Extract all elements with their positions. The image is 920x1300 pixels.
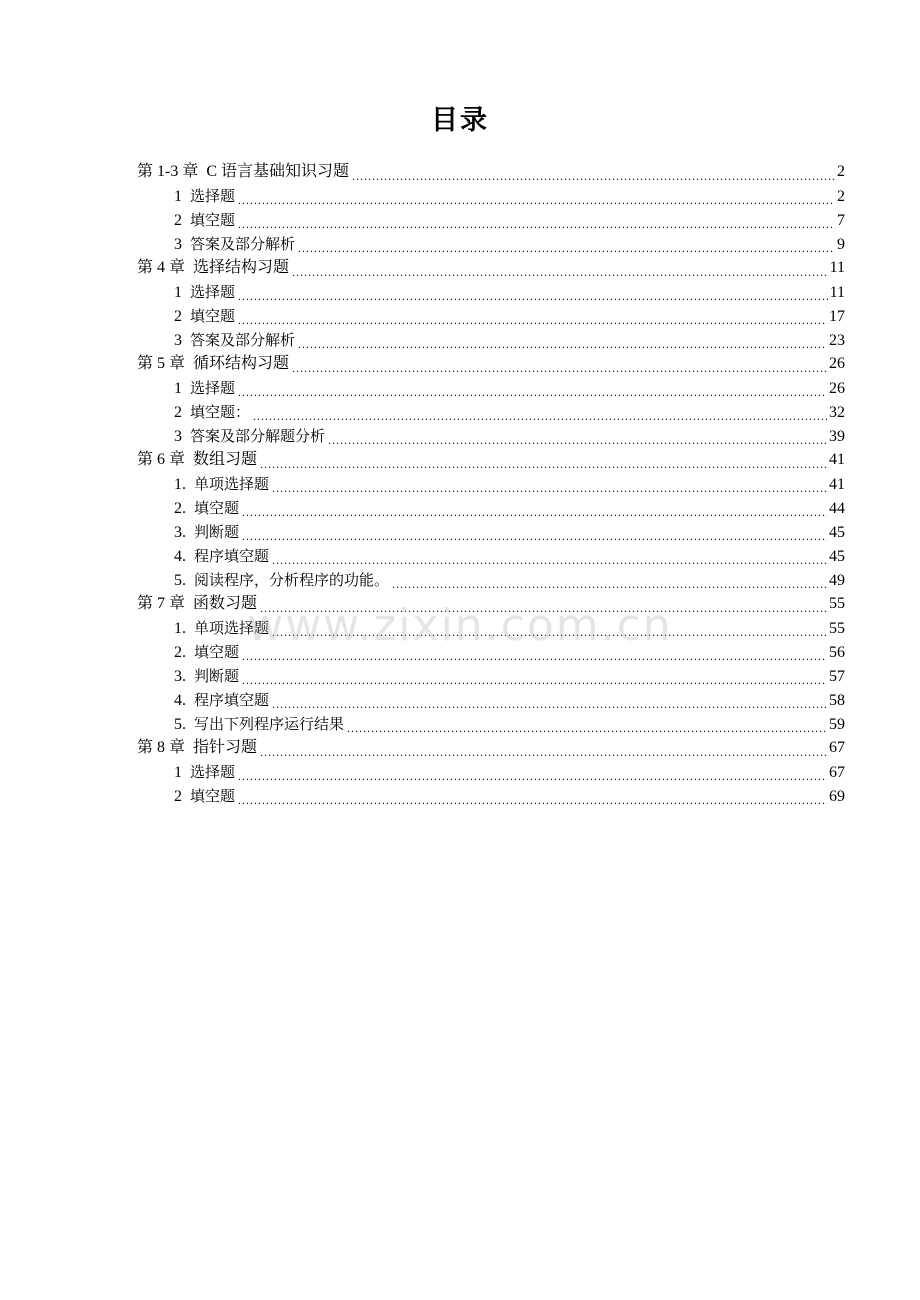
toc-entry-number: 1	[174, 284, 182, 301]
toc-entry-label: 判断题	[194, 667, 240, 685]
toc-entry-number: 3	[174, 236, 182, 253]
toc-dot-leader	[328, 428, 827, 448]
toc-entry-number: 4.	[174, 692, 186, 709]
toc-entry-page-number: 11	[829, 284, 845, 301]
toc-entry-label: 单项选择题	[194, 475, 270, 493]
toc-dot-leader	[242, 500, 827, 520]
toc-section-entry[interactable]	[137, 424, 845, 448]
toc-dot-leader	[238, 188, 835, 208]
toc-dot-leader	[253, 404, 827, 424]
toc-entry-page-number: 45	[829, 548, 845, 565]
watermark: www.zixin.com.cn	[247, 600, 673, 651]
toc-dot-leader	[298, 332, 827, 352]
toc-dot-leader	[272, 620, 827, 640]
toc-entry-number: 1	[174, 764, 182, 781]
toc-entry-page-number: 2	[837, 163, 845, 180]
toc-entry-page-number: 7	[837, 212, 845, 229]
toc-section-entry[interactable]	[137, 712, 845, 736]
toc-entry-page-number: 58	[829, 692, 845, 709]
toc-dot-leader	[292, 356, 827, 376]
toc-dot-leader	[238, 308, 827, 328]
toc-dot-leader	[347, 716, 827, 736]
toc-entry-number: 1.	[174, 476, 186, 493]
toc-entry-page-number: 69	[829, 788, 845, 805]
toc-entry-page-number: 23	[829, 332, 845, 349]
toc-entry-page-number: 67	[829, 739, 845, 756]
toc-entry-label: C 语言基础知识习题	[206, 163, 350, 180]
toc-entry-label: 判断题	[194, 523, 240, 541]
toc-entry-page-number: 41	[829, 451, 845, 468]
toc-entry-label: 填空题	[190, 307, 236, 325]
toc-entry-page-number: 17	[829, 308, 845, 325]
toc-section-entry[interactable]	[137, 400, 845, 424]
toc-title: 目录	[431, 105, 489, 136]
toc-entry-page-number: 2	[837, 188, 845, 205]
toc-entry-number: 3.	[174, 668, 186, 685]
toc-entry-number: 1.	[174, 620, 186, 637]
toc-entry-page-number: 9	[837, 236, 845, 253]
toc-entry-number: 2	[174, 308, 182, 325]
toc-entry-number: 2	[174, 788, 182, 805]
toc-dot-leader	[238, 380, 827, 400]
toc-entry-label: 阅读程序，分析程序的功能。	[194, 571, 390, 589]
toc-entry-number: 1	[174, 380, 182, 397]
toc-entry-number: 第 6 章	[137, 451, 186, 468]
toc-entry-number: 2.	[174, 644, 186, 661]
toc-section-entry[interactable]	[137, 520, 845, 544]
toc-entry-label: 选择题	[190, 763, 236, 781]
toc-entry-label: 程序填空题	[194, 691, 270, 709]
toc-dot-leader	[242, 644, 827, 664]
toc-list	[137, 160, 845, 808]
toc-dot-leader	[238, 788, 827, 808]
toc-entry-label: 指针习题	[193, 739, 258, 756]
toc-dot-leader	[392, 572, 827, 592]
toc-entry-label: 数组习题	[193, 451, 258, 468]
toc-entry-number: 2	[174, 212, 182, 229]
toc-entry-label: 答案及部分解析	[190, 235, 296, 253]
toc-entry-label: 选择题	[190, 187, 236, 205]
toc-entry-number: 2	[174, 404, 182, 421]
toc-dot-leader	[260, 596, 827, 616]
toc-entry-label: 函数习题	[193, 595, 258, 612]
toc-chapter-entry[interactable]	[137, 736, 845, 760]
toc-entry-label: 答案及部分解题分析	[190, 427, 326, 445]
toc-entry-label: 填空题	[194, 499, 240, 517]
toc-dot-leader	[260, 452, 827, 472]
toc-section-entry[interactable]	[137, 328, 845, 352]
toc-section-entry[interactable]	[137, 280, 845, 304]
toc-entry-label: 程序填空题	[194, 547, 270, 565]
toc-section-entry[interactable]	[137, 544, 845, 568]
toc-chapter-entry[interactable]	[137, 160, 845, 184]
toc-entry-page-number: 45	[829, 524, 845, 541]
toc-section-entry[interactable]	[137, 304, 845, 328]
toc-entry-page-number: 11	[829, 259, 845, 276]
toc-entry-page-number: 41	[829, 476, 845, 493]
toc-entry-page-number: 67	[829, 764, 845, 781]
toc-entry-number: 3	[174, 428, 182, 445]
toc-dot-leader	[238, 284, 828, 304]
toc-entry-number: 5.	[174, 572, 186, 589]
toc-entry-label: 选择题	[190, 379, 236, 397]
toc-section-entry[interactable]	[137, 568, 845, 592]
toc-entry-page-number: 26	[829, 380, 845, 397]
toc-chapter-entry[interactable]	[137, 592, 845, 616]
toc-dot-leader	[238, 212, 835, 232]
toc-entry-number: 3	[174, 332, 182, 349]
toc-entry-label: 选择结构习题	[193, 259, 290, 276]
toc-dot-leader	[272, 692, 827, 712]
toc-entry-page-number: 39	[829, 428, 845, 445]
toc-section-entry[interactable]	[137, 760, 845, 784]
toc-section-entry[interactable]	[137, 208, 845, 232]
toc-entry-number: 第 7 章	[137, 595, 186, 612]
toc-dot-leader	[272, 476, 827, 496]
toc-dot-leader	[260, 740, 827, 760]
toc-dot-leader	[298, 236, 835, 256]
toc-section-entry[interactable]	[137, 616, 845, 640]
toc-chapter-entry[interactable]	[137, 256, 845, 280]
toc-entry-number: 第 5 章	[137, 355, 186, 372]
toc-dot-leader	[242, 524, 827, 544]
toc-chapter-entry[interactable]	[137, 352, 845, 376]
toc-entry-page-number: 55	[829, 620, 845, 637]
toc-entry-page-number: 44	[829, 500, 845, 517]
toc-entry-label: 循环结构习题	[193, 355, 290, 372]
toc-entry-page-number: 49	[829, 572, 845, 589]
toc-entry-label: 单项选择题	[194, 619, 270, 637]
toc-entry-number: 第 1-3 章	[137, 163, 199, 180]
toc-entry-number: 3.	[174, 524, 186, 541]
toc-section-entry[interactable]	[137, 184, 845, 208]
toc-section-entry[interactable]	[137, 496, 845, 520]
toc-entry-label: 写出下列程序运行结果	[194, 715, 345, 733]
toc-entry-label: 填空题：	[190, 403, 251, 421]
toc-entry-page-number: 57	[829, 668, 845, 685]
toc-entry-label: 填空题	[194, 643, 240, 661]
toc-chapter-entry[interactable]	[137, 448, 845, 472]
toc-section-entry[interactable]	[137, 232, 845, 256]
toc-entry-page-number: 32	[829, 404, 845, 421]
toc-entry-label: 填空题	[190, 211, 236, 229]
toc-entry-number: 第 4 章	[137, 259, 186, 276]
toc-entry-number: 5.	[174, 716, 186, 733]
toc-section-entry[interactable]	[137, 472, 845, 496]
toc-entry-page-number: 59	[829, 716, 845, 733]
toc-entry-page-number: 26	[829, 355, 845, 372]
toc-section-entry[interactable]	[137, 376, 845, 400]
toc-dot-leader	[272, 548, 827, 568]
toc-dot-leader	[238, 764, 827, 784]
toc-dot-leader	[292, 260, 828, 280]
toc-dot-leader	[352, 164, 835, 184]
toc-entry-page-number: 56	[829, 644, 845, 661]
toc-entry-label: 选择题	[190, 283, 236, 301]
toc-section-entry[interactable]	[137, 640, 845, 664]
toc-entry-label: 填空题	[190, 787, 236, 805]
toc-entry-label: 答案及部分解析	[190, 331, 296, 349]
toc-entry-number: 第 8 章	[137, 739, 186, 756]
toc-dot-leader	[242, 668, 827, 688]
toc-entry-number: 1	[174, 188, 182, 205]
toc-section-entry[interactable]	[137, 784, 845, 808]
toc-entry-page-number: 55	[829, 595, 845, 612]
toc-entry-number: 2.	[174, 500, 186, 517]
toc-section-entry[interactable]	[137, 688, 845, 712]
toc-entry-number: 4.	[174, 548, 186, 565]
toc-section-entry[interactable]	[137, 664, 845, 688]
